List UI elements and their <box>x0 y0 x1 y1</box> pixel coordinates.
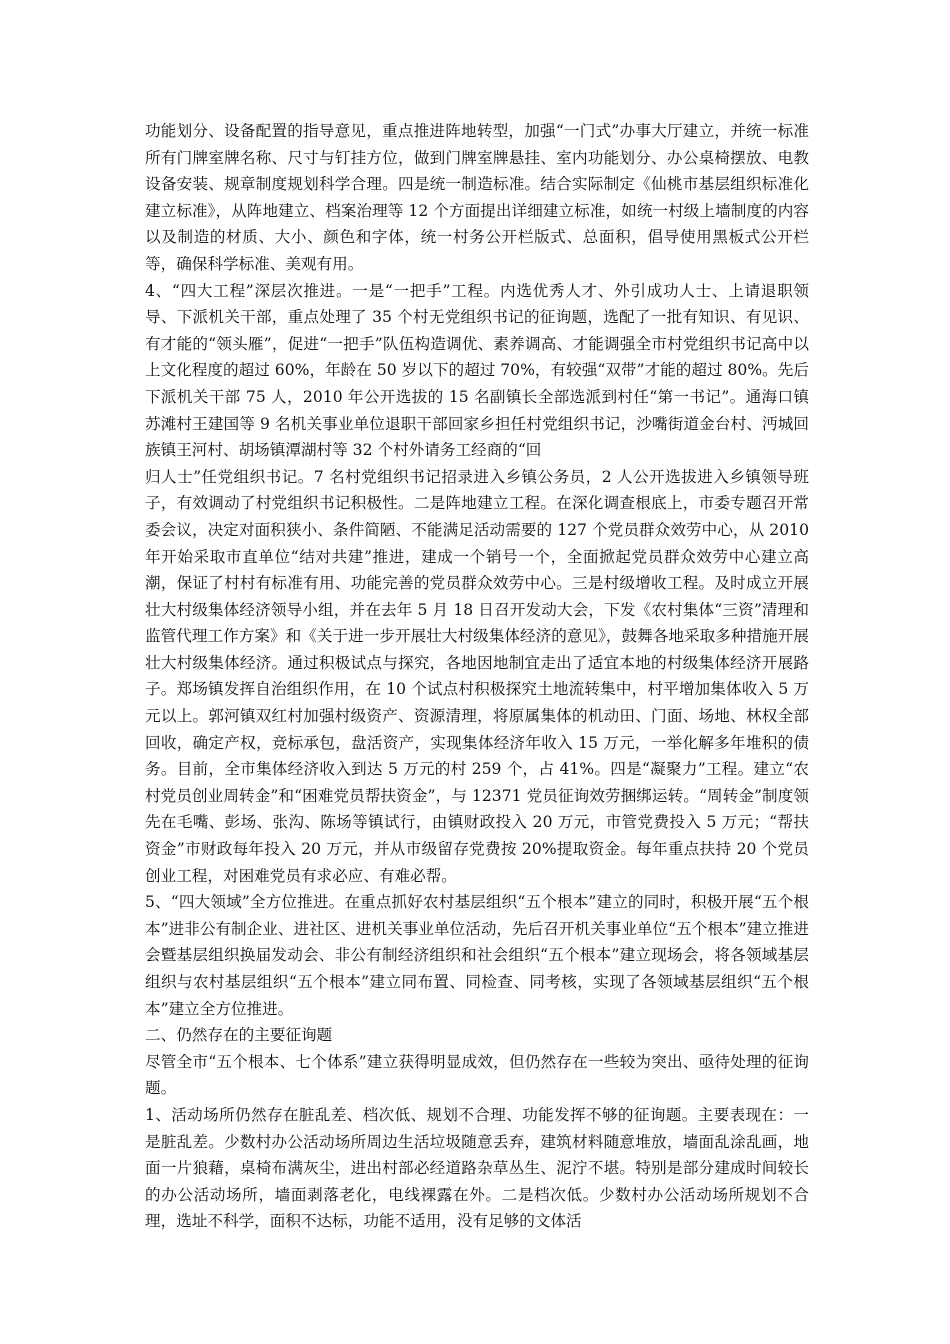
paragraph-activity-venues: 1、活动场所仍然存在脏乱差、档次低、规划不合理、功能发挥不够的征询题。主要表现在：一是脏乱差。少数村办公活动场所周边生活垃圾随意丢弃，建筑材料随意堆放，墙面乱涂乱画，地面一片狼藉，桌椅布满灰尘，进出村部必经道路杂草丛生、泥泞不堪。特别是部分建成时间较长的办公活动场所，墙面剥落老化，电线裸露在外。二是档次低。少数村办公活动场所规划不合理，选址不科学，面积不达标，功能不适用，没有足够的文体活 <box>145 1105 809 1231</box>
paragraph-four-fields: 5、“四大领域”全方位推进。在重点抓好农村基层组织“五个根本”建立的同时，积极开展“五个根本”进非公有制企业、进社区、进机关事业单位活动，先后召开机关事业单位“五个根本”建立推进会暨基层组织换届发动会、非公有制经济组织和社会组织“五个根本”建立现场会，将各领域基层组织与农村基层组织“五个根本”建立同布置、同检查、同考核，实现了各领域基层组织“五个根本”建立全方位推进。 <box>145 893 809 1018</box>
paragraph-standardization: 功能划分、设备配置的指导意见，重点推进阵地转型，加强“一门式”办事大厅建立，并统一标准所有门牌室牌名称、尺寸与钉挂方位，做到门牌室牌悬挂、室内功能划分、办公桌椅摆放、电教设备安装、规章制度规划科学合理。四是统一制造标准。结合实际制定《仙桃市基层组织标准化建立标准》，从阵地建立、档案治理等 12 个方面提出详细建立标准，如统一村级上墙制度的内容以及制造的材质、大小、颜色和字体，统一村务公开栏版式、总面积，倡导使用黑板式公开栏等，确保科学标准、美观有用。 <box>145 122 809 273</box>
document-page <box>145 118 809 1235</box>
section-heading-problems: 二、仍然存在的主要征询题 <box>145 1026 333 1045</box>
paragraph-problems-intro: 尽管全市“五个根本、七个体系”建立获得明显成效，但仍然存在一些较为突出、亟待处理的征询题。 <box>145 1052 809 1098</box>
paragraph-four-projects-part2: 归人士”任党组织书记。7 名村党组织书记招录进入乡镇公务员，2 人公开选拔进入乡镇领导班子，有效调动了村党组织书记积极性。二是阵地建立工程。在深化调查根底上，市委专题召开常委会议，决定对面积狭小、条件简陋、不能满足活动需要的 127 个党员群众效劳中心，从 2010 年开始采取市直单位“结对共建”推进，建成一个销号一个，全面掀起党员群众效劳中心建立高潮，保证了村村有标准有用、功能完善的党员群众效劳中心。三是村级增收工程。及时成立开展壮大村级集体经济领导小组，并在去年 5 月 18 日召开发动大会，下发《农村集体“三资”清理和监管代理工作方案》和《关于进一步开展壮大村级集体经济的意见》，鼓舞各地采取多种措施开展壮大村级集体经济。通过积极试点与探究，各地因地制宜走出了适宜本地的村级集体经济开展路子。郑场镇发挥自治组织作用，在 10 个试点村积极探究土地流转集中，村平增加集体收入 5 万元以上。郭河镇双红村加强村级资产、资源清理，将原属集体的机动田、门面、场地、林权全部回收，确定产权，竞标承包，盘活资产，实现集体经济年收入 15 万元，一举化解多年堆积的债务。目前，全市集体经济收入到达 5 万元的村 259 个，占 41%。四是“凝聚力”工程。建立“农村党员创业周转金”和“困难党员帮扶资金”，与 12371 党员征询效劳捆绑运转。“周转金”制度领先在毛嘴、彭场、张沟、陈场等镇试行，由镇财政投入 20 万元，市管党费投入 5 万元；“帮扶资金”市财政每年投入 20 万元，并从市级留存党费按 20%提取资金。每年重点扶持 20 个党员创业工程，对困难党员有求必应、有难必帮。 <box>145 467 809 885</box>
paragraph-four-projects-part1: 4、“四大工程”深层次推进。一是“一把手”工程。内选优秀人才、外引成功人士、上请退职领导、下派机关干部，重点处理了 35 个村无党组织书记的征询题，选配了一批有知识、有见识、有才能的“领头雁”，促进“一把手”队伍构造调优、素养调高、才能调强全市村党组织书记高中以上文化程度的超过 60%，年龄在 50 岁以下的超过 70%，有较强“双带”才能的超过 80%。先后下派机关干部 75 人，2010 年公开选拔的 15 名副镇长全部选派到村任“第一书记”。通海口镇苏滩村王建国等 9 名机关事业单位退职干部回家乡担任村党组织书记，沙嘴街道金台村、沔城回族镇王河村、胡场镇潭湖村等 32 个村外请务工经商的“回 <box>145 281 809 460</box>
